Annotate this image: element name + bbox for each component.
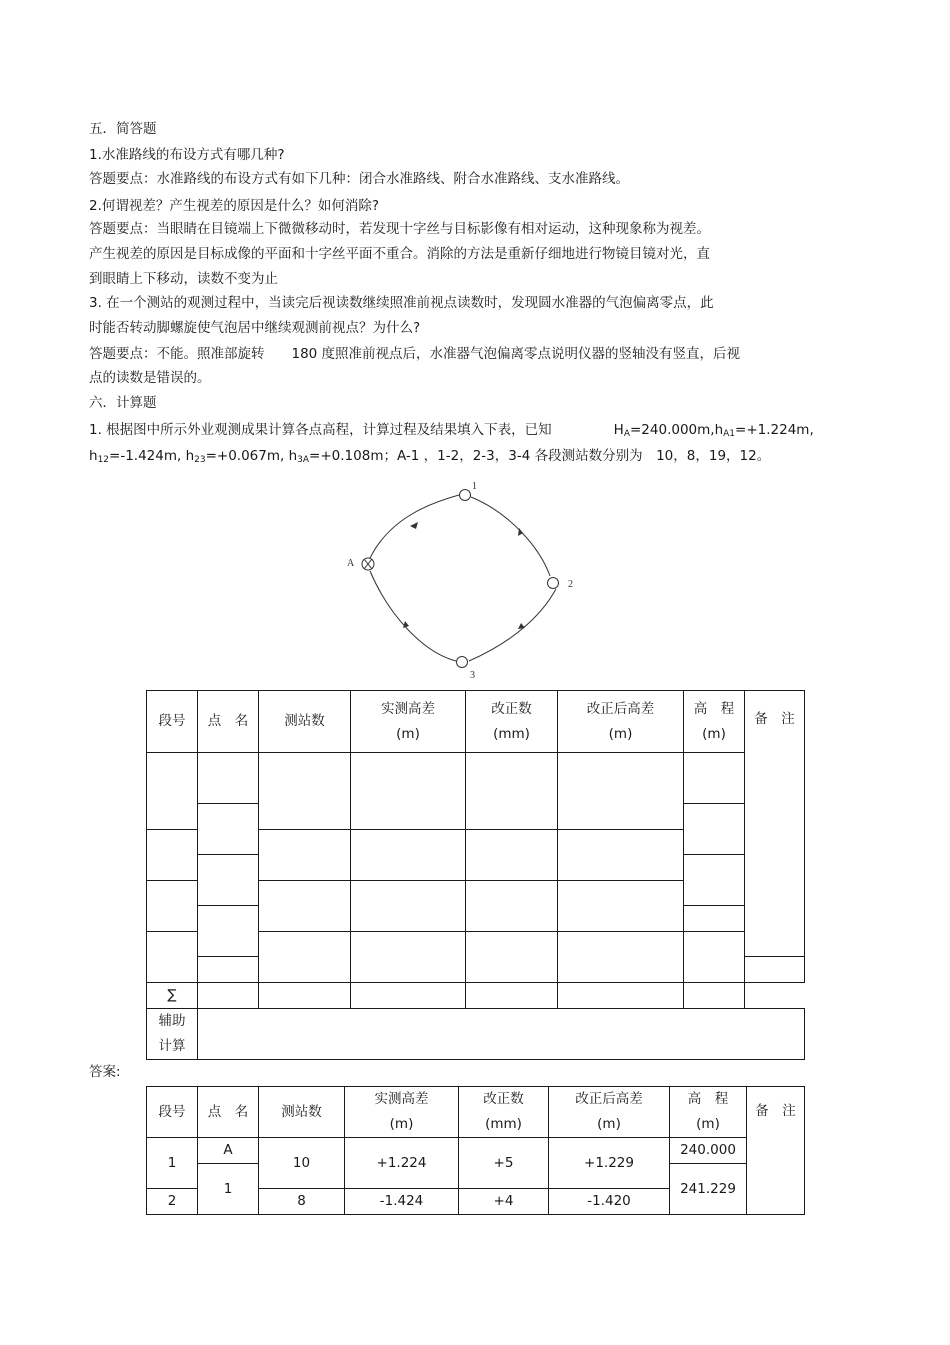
blank-cell[interactable] — [466, 881, 558, 932]
route-3-a — [370, 571, 456, 661]
answer-cell: 1 — [147, 1138, 198, 1189]
blank-cell[interactable] — [684, 983, 745, 1009]
header-corrected: 改正后高差 (m) — [558, 691, 684, 753]
question-3-line-2: 时能否转动脚螺旋使气泡居中继续观测前视点？为什么? — [89, 320, 421, 336]
label-1: 1 — [472, 481, 477, 492]
header-measured: 实测高差 (m) — [351, 691, 466, 753]
blank-cell[interactable] — [147, 932, 198, 983]
answer-cell: A — [198, 1138, 259, 1164]
blank-cell[interactable] — [684, 804, 745, 855]
answer-2-line-3: 到眼睛上下移动，读数不变为止 — [89, 271, 278, 287]
blank-cell[interactable] — [351, 932, 466, 983]
blank-cell[interactable] — [684, 906, 745, 932]
blank-cell[interactable] — [558, 932, 684, 983]
answer-cell: 2 — [147, 1189, 198, 1215]
aux-calc-label: 辅助 计算 — [147, 1009, 198, 1060]
answer-label: 答案: — [89, 1064, 121, 1080]
header-remark: 备 注 — [745, 691, 805, 957]
blank-cell[interactable] — [558, 753, 684, 830]
calc-question-text: 1. 根据图中所示外业观测成果计算各点高程，计算过程及结果填入下表，已知 — [89, 422, 552, 438]
blank-cell[interactable] — [466, 753, 558, 830]
blank-calculation-table — [146, 690, 805, 1060]
answer-2-line-1: 答题要点：当眼睛在目镜端上下微微移动时，若发现十字丝与目标影像有相对运动，这种现象称为视差。 — [89, 221, 710, 237]
blank-cell[interactable] — [259, 753, 351, 830]
header-elevation: 高 程 (m) — [670, 1087, 747, 1138]
answer-2-line-2: 产生视差的原因是目标成像的平面和十字丝平面不重合。消除的方法是重新仔细地进行物镜目镜对光，直 — [89, 246, 710, 262]
header-segment: 段号 — [147, 1087, 198, 1138]
blank-cell[interactable] — [558, 983, 684, 1009]
calc-question-line-2: $h_{12}=-1.424m$, $h_{23}=+0.067m$, $h_{3A}=+0.108m$；A-1 ，1-2，2-3，3-4 各段测站数分别为 10，8，19，12。 — [89, 448, 771, 465]
question-1: 1.水准路线的布设方式有哪几种? — [89, 147, 285, 163]
answer-cell: +1.229 — [549, 1138, 670, 1189]
header-stations: 测站数 — [259, 691, 351, 753]
answer-3-line-1: 答题要点：不能。照准部旋转 180 度照准前视点后，水准器气泡偏离零点说明仪器的竖轴没有竖直，后视 — [89, 346, 741, 362]
answer-cell: 241.229 — [670, 1164, 747, 1215]
blank-cell[interactable] — [351, 830, 466, 881]
answer-cell: 240.000 — [670, 1138, 747, 1164]
section6-title: 六．计算题 — [89, 395, 157, 411]
blank-cell[interactable] — [745, 957, 805, 983]
answer-cell: -1.424 — [345, 1189, 459, 1215]
question-3-line-1: 3. 在一个测站的观测过程中，当读完后视读数继续照准前视点读数时，发现圆水准器的气泡偏离零点，此 — [89, 295, 714, 311]
label-a: A — [347, 558, 355, 569]
blank-cell[interactable] — [558, 830, 684, 881]
header-correction: 改正数 (mm) — [466, 691, 558, 753]
header-stations: 测站数 — [259, 1087, 345, 1138]
blank-cell[interactable] — [147, 753, 198, 830]
blank-cell[interactable] — [198, 906, 259, 957]
arrow-2-3 — [518, 623, 525, 629]
header-point: 点 名 — [198, 691, 259, 753]
answer-cell: +4 — [459, 1189, 549, 1215]
answer-table — [146, 1086, 805, 1215]
label-3: 3 — [470, 670, 475, 681]
answer-cell: 1 — [198, 1164, 259, 1215]
blank-cell[interactable] — [259, 881, 351, 932]
blank-cell[interactable] — [466, 830, 558, 881]
blank-cell[interactable] — [684, 753, 745, 804]
blank-cell[interactable] — [351, 881, 466, 932]
label-2: 2 — [568, 579, 573, 590]
header-point: 点 名 — [198, 1087, 259, 1138]
answer-cell: +1.224 — [345, 1138, 459, 1189]
blank-cell[interactable] — [259, 983, 351, 1009]
blank-cell[interactable] — [684, 855, 745, 906]
answer-cell: -1.420 — [549, 1189, 670, 1215]
answer-cell: +5 — [459, 1138, 549, 1189]
blank-cell[interactable] — [198, 855, 259, 906]
header-corrected: 改正后高差 (m) — [549, 1087, 670, 1138]
blank-cell[interactable] — [147, 881, 198, 932]
blank-cell[interactable] — [198, 804, 259, 855]
aux-calc-area[interactable] — [198, 1009, 805, 1060]
point-3-circle — [457, 657, 468, 668]
leveling-loop-diagram — [330, 478, 590, 683]
blank-cell[interactable] — [198, 753, 259, 804]
route-2-3 — [469, 589, 556, 661]
blank-cell[interactable] — [198, 983, 259, 1009]
blank-cell[interactable] — [351, 983, 466, 1009]
blank-cell[interactable] — [198, 957, 259, 983]
answer-cell: 10 — [259, 1138, 345, 1189]
blank-cell[interactable] — [259, 830, 351, 881]
header-correction: 改正数 (mm) — [459, 1087, 549, 1138]
question-2: 2.何谓视差？产生视差的原因是什么？如何消除? — [89, 198, 380, 214]
blank-cell[interactable] — [684, 932, 745, 983]
answer-cell: 8 — [259, 1189, 345, 1215]
blank-cell[interactable] — [466, 983, 558, 1009]
calc-question-line-1: 1. 根据图中所示外业观测成果计算各点高程，计算过程及结果填入下表，已知 $H_A=240.000m,h_{A1}=+1.224m$, — [89, 422, 814, 439]
blank-cell[interactable] — [558, 881, 684, 932]
blank-cell[interactable] — [259, 932, 351, 983]
header-remark: 备 注 — [747, 1087, 805, 1215]
answer-3-line-2: 点的读数是错误的。 — [89, 370, 211, 386]
blank-cell[interactable] — [147, 830, 198, 881]
arrow-3-a — [403, 621, 409, 628]
blank-cell[interactable] — [351, 753, 466, 830]
arrow-a-1 — [410, 522, 418, 529]
sum-symbol: ∑ — [147, 983, 198, 1009]
point-1-circle — [460, 490, 471, 501]
header-segment: 段号 — [147, 691, 198, 753]
blank-cell[interactable] — [466, 932, 558, 983]
header-elevation: 高 程 (m) — [684, 691, 745, 753]
route-1-2 — [471, 497, 550, 576]
answer-1: 答题要点：水准路线的布设方式有如下几种：闭合水准路线、附合水准路线、支水准路线。 — [89, 171, 629, 187]
header-measured: 实测高差 (m) — [345, 1087, 459, 1138]
point-2-circle — [548, 578, 559, 589]
section5-title: 五．简答题 — [89, 121, 157, 137]
